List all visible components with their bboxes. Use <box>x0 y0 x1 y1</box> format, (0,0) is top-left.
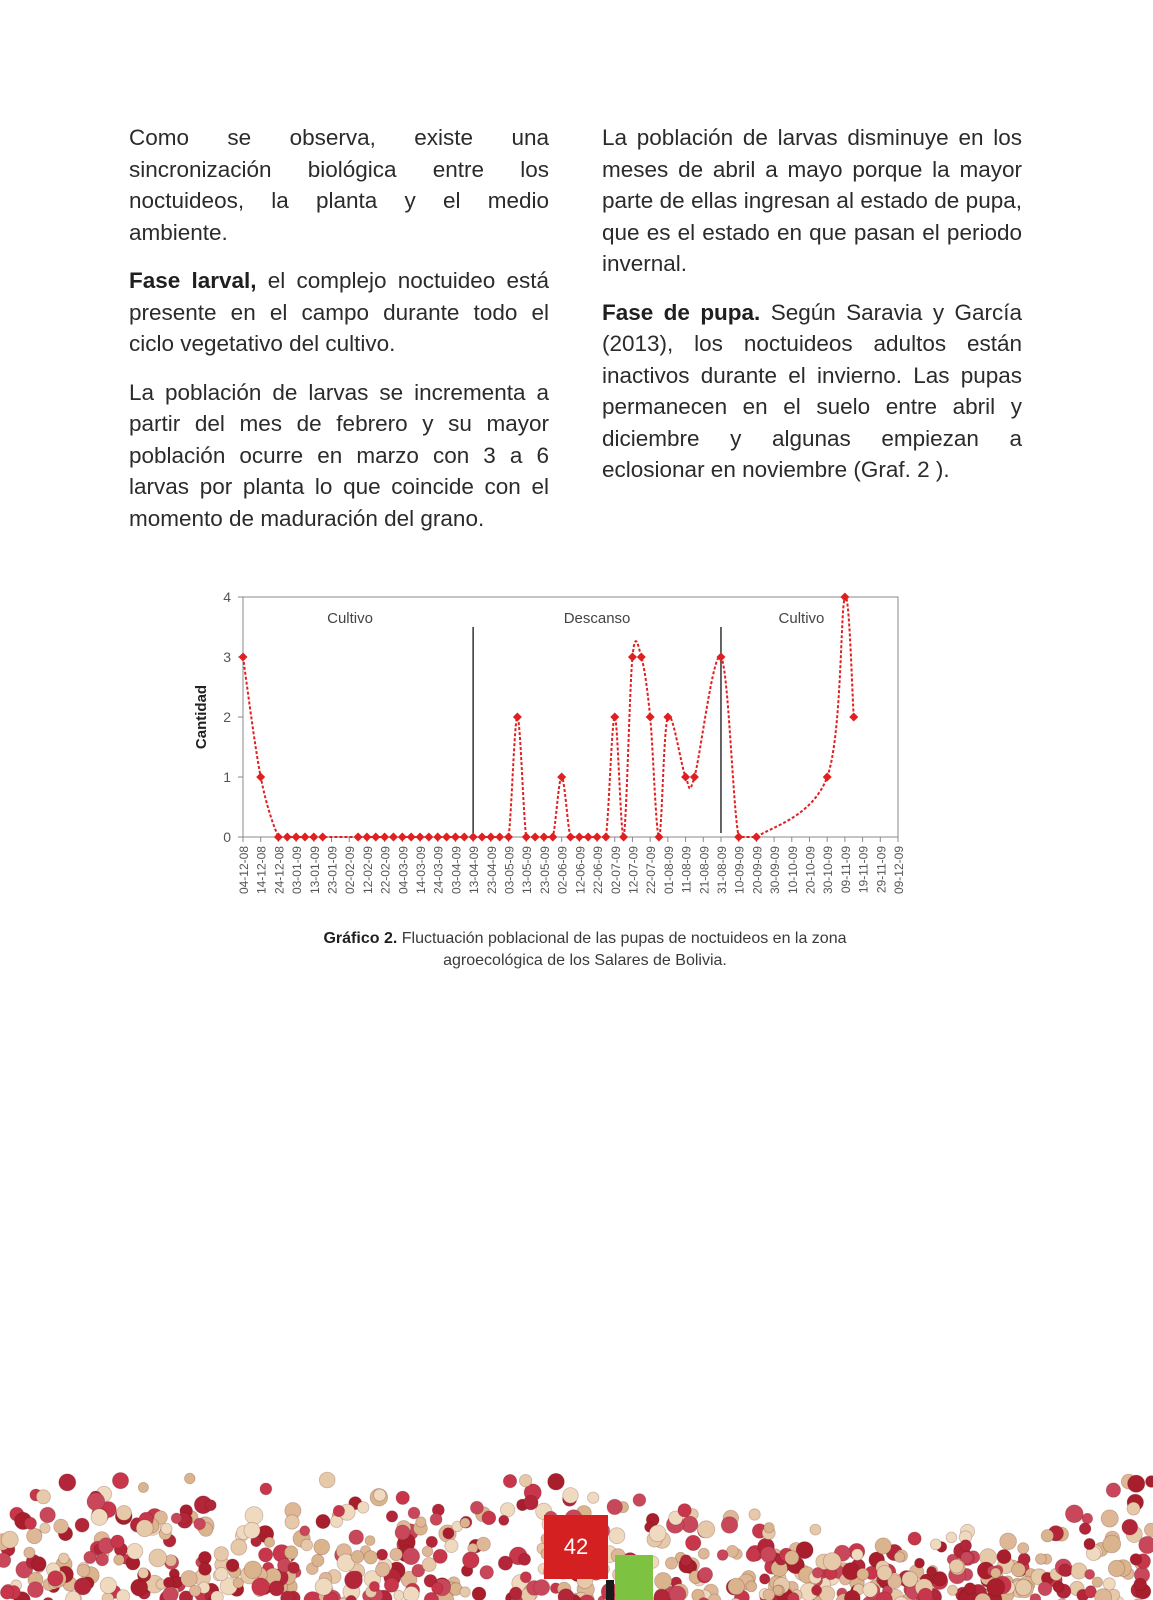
data-point <box>318 833 327 842</box>
black-accent-bar <box>606 1580 614 1600</box>
x-tick-label: 24-12-08 <box>272 846 287 895</box>
paragraph-text: el complejo noctuideo está presente en el campo durante todo el ciclo vegetativo del cultivo. <box>129 268 550 356</box>
plot-frame <box>243 597 898 837</box>
x-tick-label: 30-10-09 <box>821 846 836 895</box>
x-tick-label: 02-06-09 <box>555 846 570 895</box>
data-point <box>442 833 451 842</box>
x-tick-label: 04-03-09 <box>396 846 411 895</box>
x-tick-label: 03-05-09 <box>502 846 517 895</box>
right-column <box>602 122 1022 503</box>
x-tick-label: 30-09-09 <box>768 846 783 895</box>
x-tick-label: 02-02-09 <box>343 846 358 895</box>
x-tick-label: 03-01-09 <box>290 846 305 895</box>
data-point <box>513 713 522 722</box>
x-tick-label: 02-07-09 <box>608 846 623 895</box>
x-tick-label: 03-04-09 <box>449 846 464 895</box>
x-tick-label: 14-12-08 <box>254 846 269 895</box>
paragraph: Como se observa, existe una sincronización biológica entre los noctuideos, la planta y el medio ambiente. <box>129 125 549 245</box>
data-point <box>531 833 540 842</box>
population-chart <box>180 580 906 920</box>
x-tick-label: 12-02-09 <box>360 846 375 895</box>
paragraph <box>602 297 1022 486</box>
data-point <box>486 833 495 842</box>
x-tick-label: 22-07-09 <box>644 846 659 895</box>
data-point <box>292 833 301 842</box>
data-point <box>752 833 761 842</box>
data-point <box>433 833 442 842</box>
data-point <box>655 833 664 842</box>
x-tick-label: 10-10-09 <box>785 846 800 895</box>
data-point <box>539 833 548 842</box>
data-point <box>637 653 646 662</box>
x-tick-label: 23-01-09 <box>325 846 340 895</box>
data-point <box>716 653 725 662</box>
x-tick-label: 22-06-09 <box>591 846 606 895</box>
data-point <box>495 833 504 842</box>
x-tick-label: 23-05-09 <box>537 846 552 895</box>
data-point <box>283 833 292 842</box>
data-point <box>460 833 469 842</box>
x-tick-label: 11-08-09 <box>679 846 694 894</box>
data-point <box>593 833 602 842</box>
data-point <box>389 833 398 842</box>
data-point <box>557 773 566 782</box>
x-tick-label: 13-01-09 <box>307 846 322 895</box>
data-point <box>504 833 513 842</box>
y-tick-label: 1 <box>223 769 231 785</box>
data-point <box>584 833 593 842</box>
data-point <box>362 833 371 842</box>
x-tick-label: 13-05-09 <box>520 846 535 895</box>
data-point <box>610 713 619 722</box>
data-point <box>575 833 584 842</box>
data-point <box>407 833 416 842</box>
data-point <box>734 833 743 842</box>
series-line <box>243 596 854 837</box>
x-tick-label: 20-09-09 <box>750 846 765 895</box>
x-tick-label: 24-03-09 <box>431 846 446 895</box>
paragraph: La población de larvas disminuye en los meses de abril a mayo porque la mayor parte de ellas ingresan al estado de pupa, que es el estado en que pasan el periodo invernal. <box>602 125 1022 276</box>
data-point <box>566 833 575 842</box>
page-number: 42 <box>544 1515 608 1579</box>
data-point <box>256 773 265 782</box>
data-point <box>840 593 849 602</box>
x-tick-label: 31-08-09 <box>714 846 729 895</box>
data-point <box>548 833 557 842</box>
data-point <box>300 833 309 842</box>
data-point <box>451 833 460 842</box>
data-point <box>309 833 318 842</box>
data-point <box>354 833 363 842</box>
data-point <box>424 833 433 842</box>
data-point <box>239 653 248 662</box>
y-tick-label: 0 <box>223 829 231 845</box>
paragraph: La población de larvas se incrementa a partir del mes de febrero y su mayor población ocurre en marzo con 3 a 6 larvas por planta lo que coincide con el momento de maduración del grano. <box>129 379 549 531</box>
x-tick-label: 14-03-09 <box>414 846 429 895</box>
paragraph-text: Según Saravia y García (2013), los noctuideos adultos están inactivos durante el invierno. Las pupas permanecen en el suelo entre abril y diciembre y algunas empiezan a eclosionar en noviembre (Graf. 2 ). <box>602 299 1022 482</box>
paragraph <box>129 265 549 360</box>
data-point <box>849 713 858 722</box>
figure-caption <box>250 928 920 972</box>
data-point <box>398 833 407 842</box>
x-tick-label: 04-12-08 <box>237 846 251 895</box>
data-point <box>646 713 655 722</box>
x-tick-label: 29-11-09 <box>874 846 889 894</box>
x-tick-label: 09-12-09 <box>892 846 906 895</box>
x-tick-label: 10-09-09 <box>732 846 747 895</box>
y-tick-label: 4 <box>223 589 231 605</box>
region-label: Cultivo <box>778 610 825 627</box>
data-point <box>690 773 699 782</box>
bold-lead: Fase de pupa. <box>602 299 761 325</box>
x-tick-label: 22-02-09 <box>378 846 393 895</box>
data-point <box>628 653 637 662</box>
x-tick-label: 20-10-09 <box>803 846 818 895</box>
caption-label: Gráfico 2. <box>323 930 398 947</box>
caption-text: Fluctuación poblacional de las pupas de noctuideos en la zona <box>397 930 847 947</box>
x-tick-label: 13-04-09 <box>467 846 482 895</box>
data-point <box>380 833 389 842</box>
bold-lead: Fase larval, <box>129 268 257 293</box>
x-tick-label: 19-11-09 <box>856 846 871 894</box>
y-tick-label: 2 <box>223 709 231 725</box>
caption-text-2: agroecológica de los Salares de Bolivia. <box>443 952 727 969</box>
data-point <box>416 833 425 842</box>
x-tick-label: 23-04-09 <box>484 846 499 895</box>
data-point <box>681 773 690 782</box>
data-point <box>477 833 486 842</box>
data-point <box>619 833 628 842</box>
data-point <box>274 833 283 842</box>
region-label: Descanso <box>563 610 631 627</box>
x-tick-label: 21-08-09 <box>697 846 712 895</box>
green-accent-block <box>615 1555 653 1600</box>
data-point <box>823 773 832 782</box>
data-point <box>601 833 610 842</box>
data-point <box>371 833 380 842</box>
x-tick-label: 01-08-09 <box>661 846 676 895</box>
region-label: Cultivo <box>327 610 373 627</box>
x-tick-label: 09-11-09 <box>838 846 853 894</box>
left-column <box>129 122 549 551</box>
x-tick-label: 12-06-09 <box>573 846 588 895</box>
data-point <box>469 833 478 842</box>
y-axis-label: Cantidad <box>193 684 210 750</box>
data-point <box>522 833 531 842</box>
y-tick-label: 3 <box>223 649 231 665</box>
x-tick-label: 12-07-09 <box>626 846 641 895</box>
